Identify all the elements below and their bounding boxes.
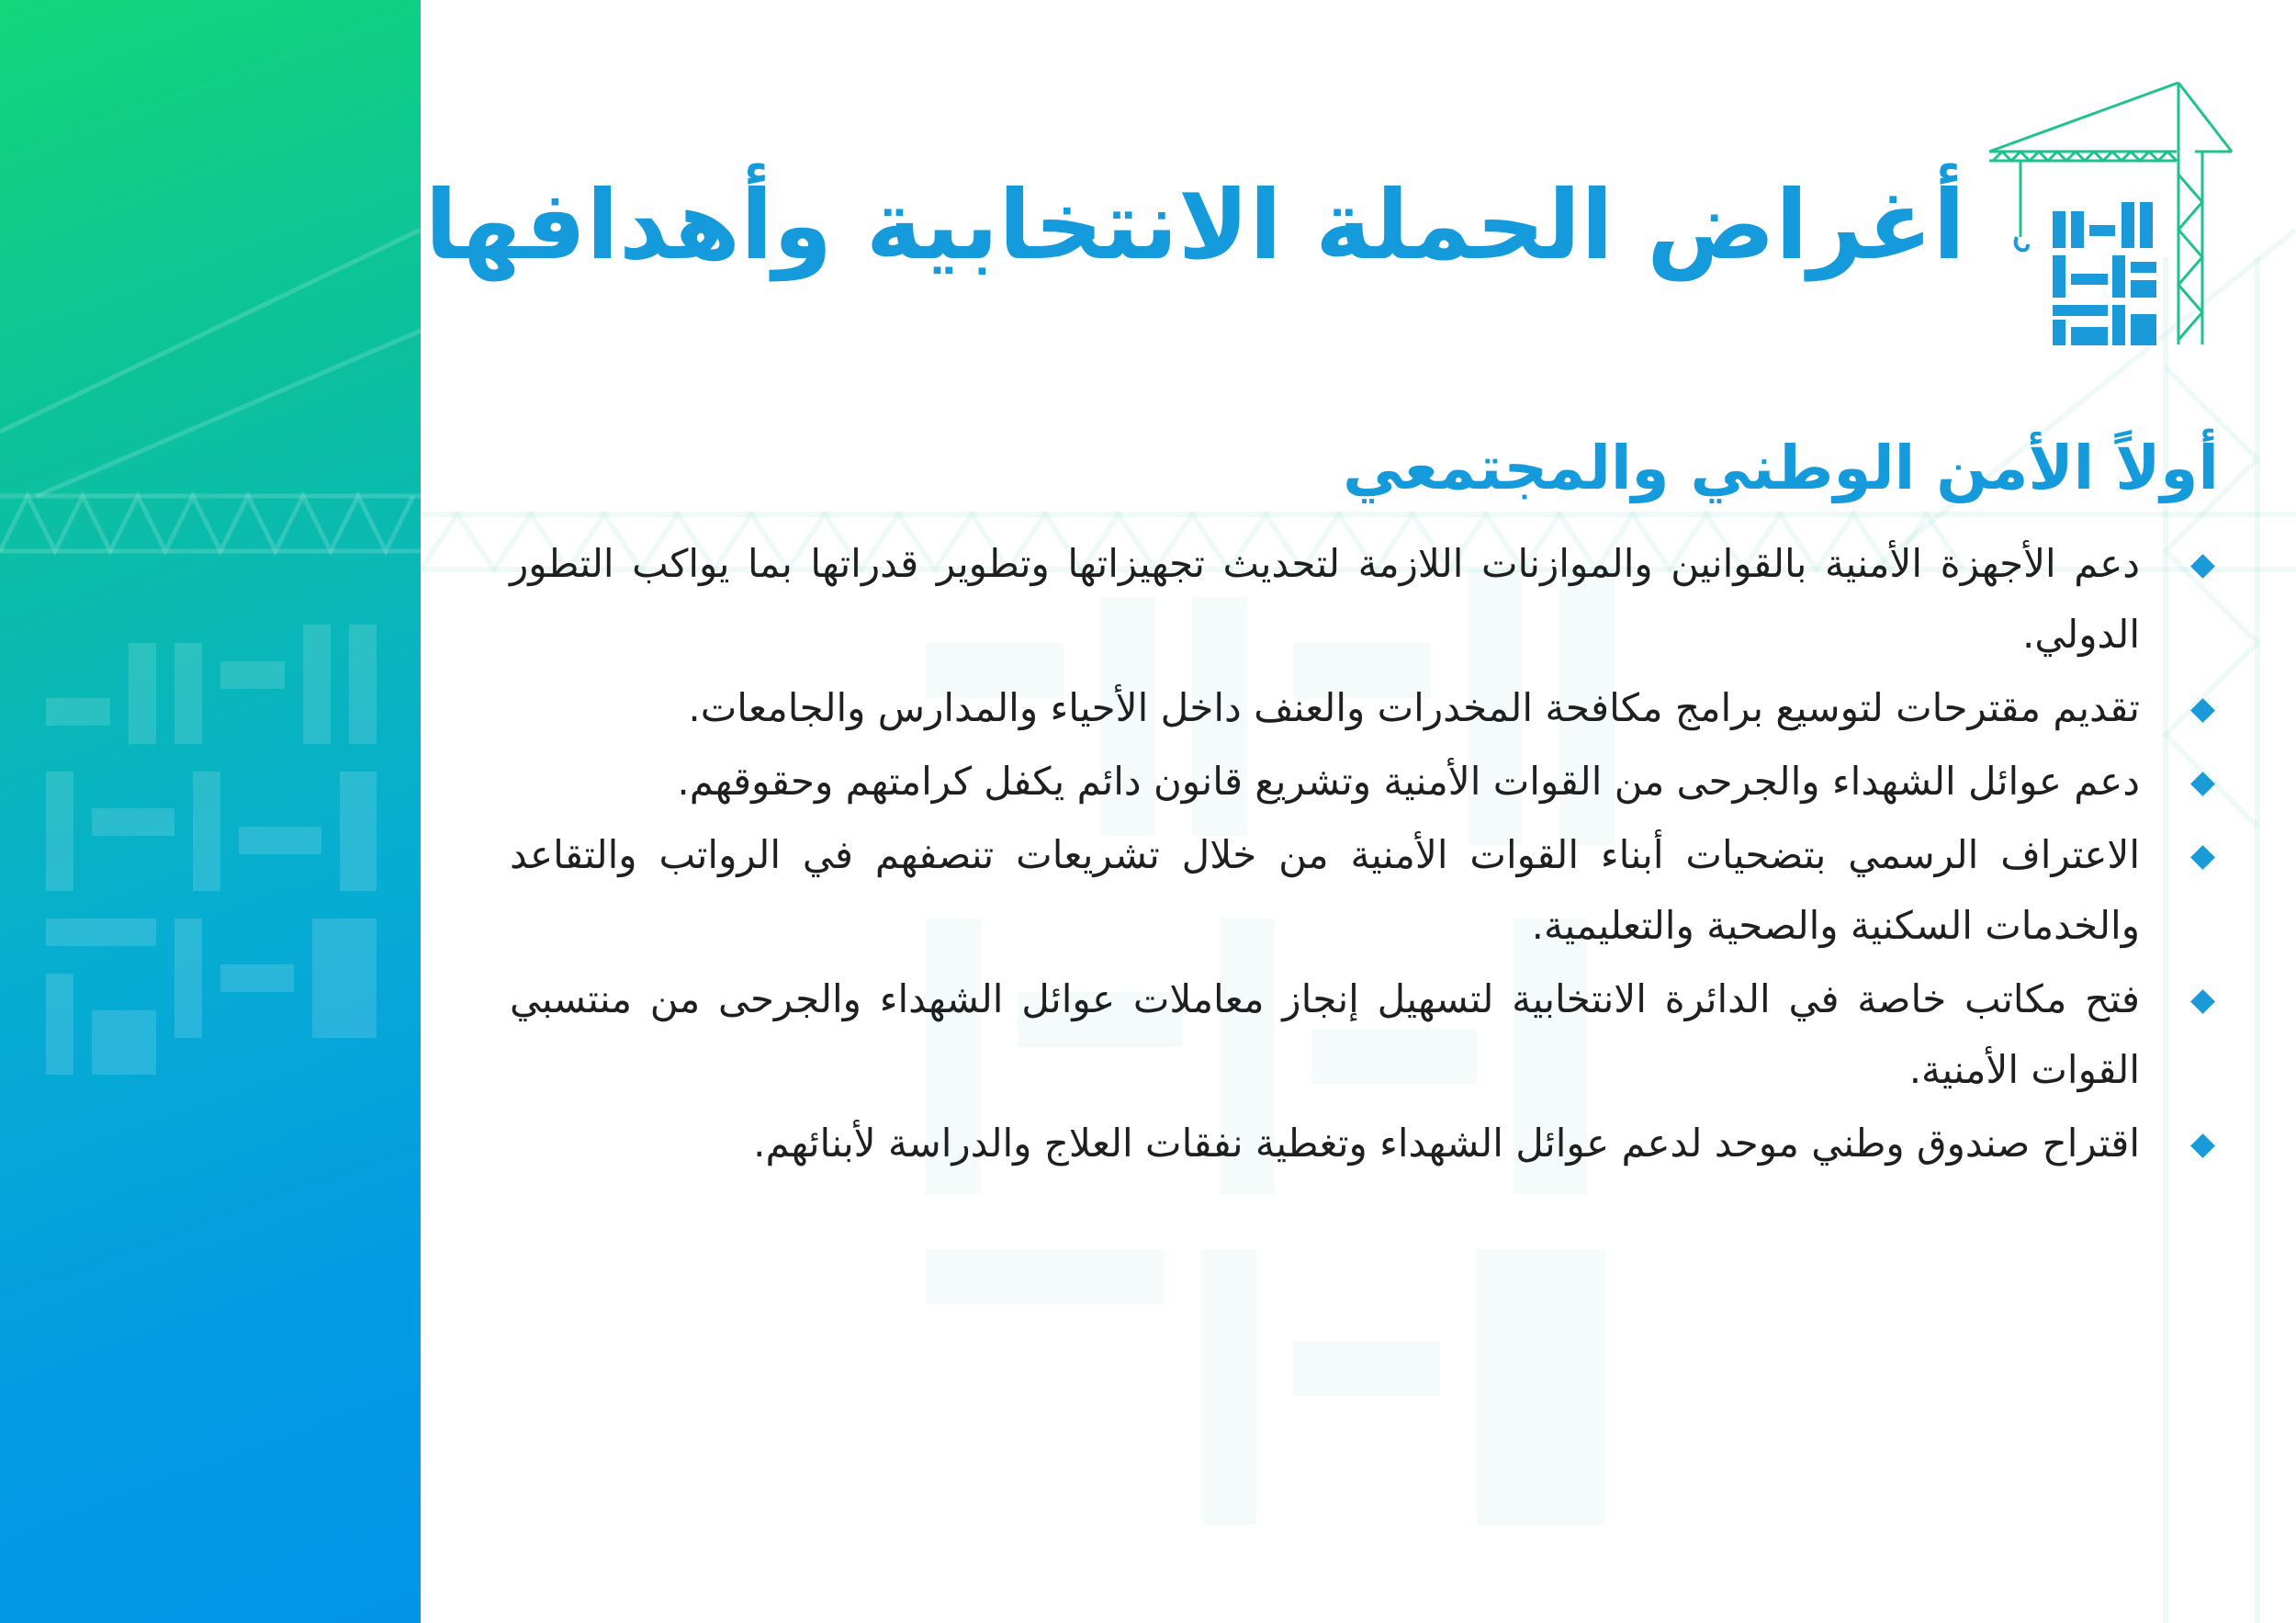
page-title: أغراض الحملة الانتخابية وأهدافها: [424, 169, 1965, 281]
diamond-bullet-icon: [2190, 845, 2215, 870]
list-item-text: اقتراح صندوق وطني موحد لدعم عوائل الشهداء وتغطية نفقات العلاج والدراسة لأبنائهم.: [753, 1121, 2140, 1166]
section-heading: أولاً الأمن الوطني والمجتمعي: [1343, 433, 2219, 503]
list-item-text: دعم عوائل الشهداء والجرحى من القوات الأمنية وتشريع قانون دائم يكفل كرامتهم وحقوقهم.: [677, 759, 2140, 804]
crane-logo: [1965, 73, 2241, 349]
crane-icon: [1989, 83, 2232, 344]
list-item: [510, 964, 2221, 1105]
crane-hook-icon: [2016, 237, 2028, 250]
diamond-bullet-icon: [2190, 1133, 2215, 1158]
list-item-text: فتح مكاتب خاصة في الدائرة الانتخابية لتسهيل إنجاز معاملات عوائل الشهداء والجرحى من منتسبي القوات الأمنية.: [510, 976, 2140, 1092]
list-item: [510, 746, 2221, 817]
diamond-bullet-icon: [2190, 698, 2215, 723]
diamond-bullet-icon: [2190, 554, 2215, 579]
list-item-text: دعم الأجهزة الأمنية بالقوانين والموازنات اللازمة لتحديث تجهيزاتها وتطوير قدراتها بما يواكب التطور الدولي.: [510, 541, 2140, 657]
logo-wordmark: [2053, 202, 2156, 345]
list-item: [510, 672, 2221, 743]
side-gradient-band: [0, 0, 421, 1623]
list-item-text: الاعتراف الرسمي بتضحيات أبناء القوات الأمنية من خلال تشريعات تنصفهم في الرواتب والتقاعد والخدمات السكنية والصحية والتعليمية.: [510, 832, 2140, 948]
diamond-bullet-icon: [2190, 772, 2215, 796]
list-item: [510, 528, 2221, 670]
list-item: [510, 819, 2221, 961]
objectives-list: [510, 528, 2221, 1181]
diamond-bullet-icon: [2190, 989, 2215, 1014]
list-item-text: تقديم مقترحات لتوسيع برامج مكافحة المخدرات والعنف داخل الأحياء والمدارس والجامعات.: [688, 685, 2140, 730]
band-watermark: [0, 0, 421, 1623]
list-item: [510, 1108, 2221, 1178]
